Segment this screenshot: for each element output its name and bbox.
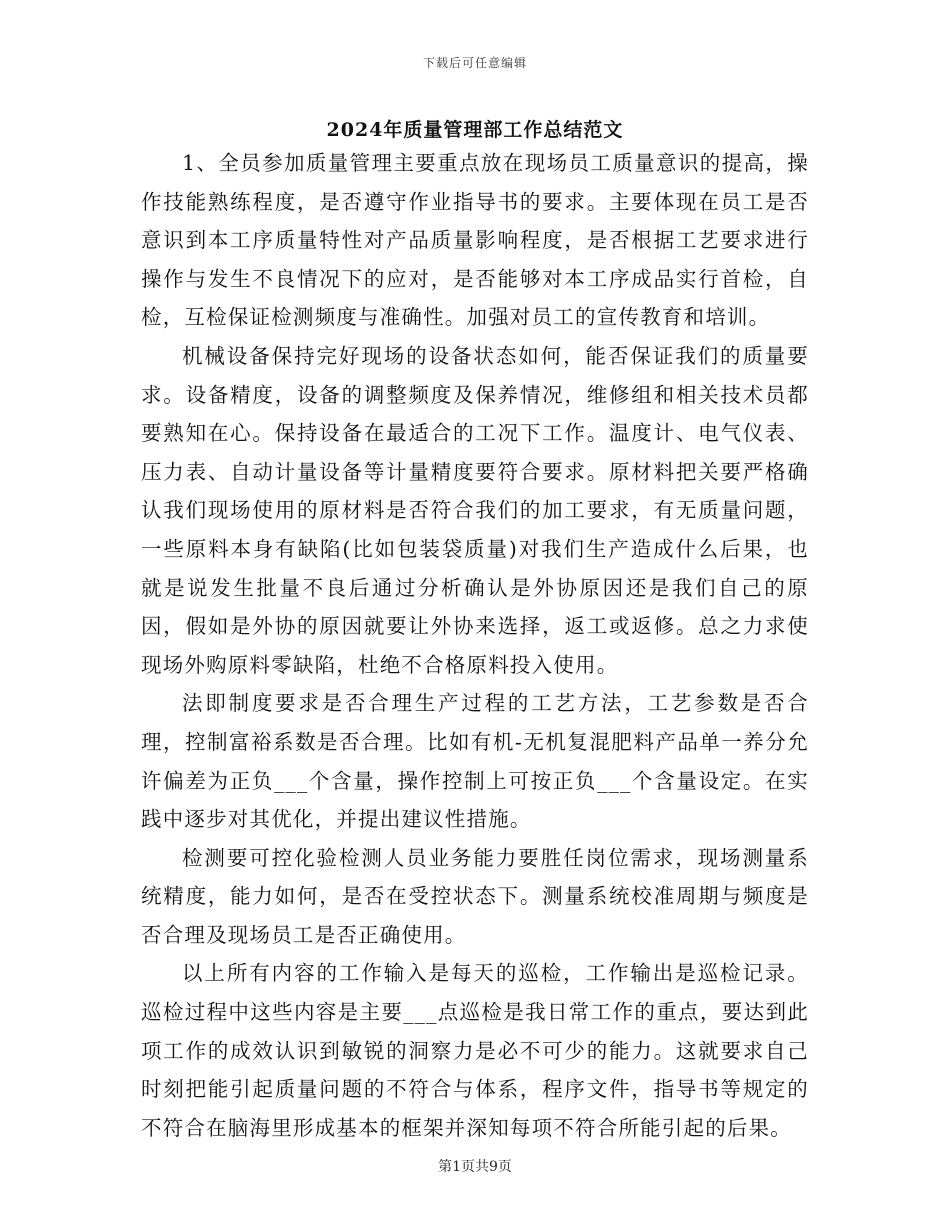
paragraph-2: 机械设备保持完好现场的设备状态如何，能否保证我们的质量要求。设备精度，设备的调整频度及保养情况，维修组和相关技术员都要熟知在心。保持设备在最适合的工况下工作。温度计、电气仪表、压力表、自动计量设备等计量精度要符合要求。原材料把关要严格确认我们现场使用的原材料是否符合我们的加工要求，有无质量问题，一些原料本身有缺陷(比如包装袋质量)对我们生产造成什么后果，也就是说发生批量不良后通过分析确认是外协原因还是我们自己的原因，假如是外协的原因就要让外协来选择，返工或返修。总之力求使现场外购原料零缺陷，杜绝不合格原料投入使用。 [141,343,809,677]
paragraph-5: 以上所有内容的工作输入是每天的巡检，工作输出是巡检记录。巡检过程中这些内容是主要___点巡检是我日常工作的重点，要达到此项工作的成效认识到敏锐的洞察力是必不可少的能力。这就要求自己时刻把能引起质量问题的不符合与体系，程序文件，指导书等规定的不符合在脑海里形成基本的框架并深知每项不符合所能引起的后果。 [141,961,809,1140]
document-body [141,144,809,1147]
header-note: 下载后可任意编辑 [422,56,527,70]
paragraph-4: 检测要可控化验检测人员业务能力要胜任岗位需求，现场测量系统精度，能力如何，是否在受控状态下。测量系统校准周期与频度是否合理及现场员工是否正确使用。 [141,845,809,947]
document-title: 2024年质量管理部工作总结范文 [326,119,624,141]
page-number: 第1页共9页 [438,1159,512,1175]
paragraph-1: 1、全员参加质量管理主要重点放在现场员工质量意识的提高，操作技能熟练程度，是否遵守作业指导书的要求。主要体现在员工是否意识到本工序质量特性对产品质量影响程度，是否根据工艺要求进行操作与发生不良情况下的应对，是否能够对本工序成品实行首检，自检，互检保证检测频度与准确性。加强对员工的宣传教育和培训。 [141,151,809,330]
paragraph-3: 法即制度要求是否合理生产过程的工艺方法，工艺参数是否合理，控制富裕系数是否合理。比如有机-无机复混肥料产品单一养分允许偏差为正负___个含量，操作控制上可按正负___个含量设定。在实践中逐步对其优化，并提出建议性措施。 [141,691,809,832]
